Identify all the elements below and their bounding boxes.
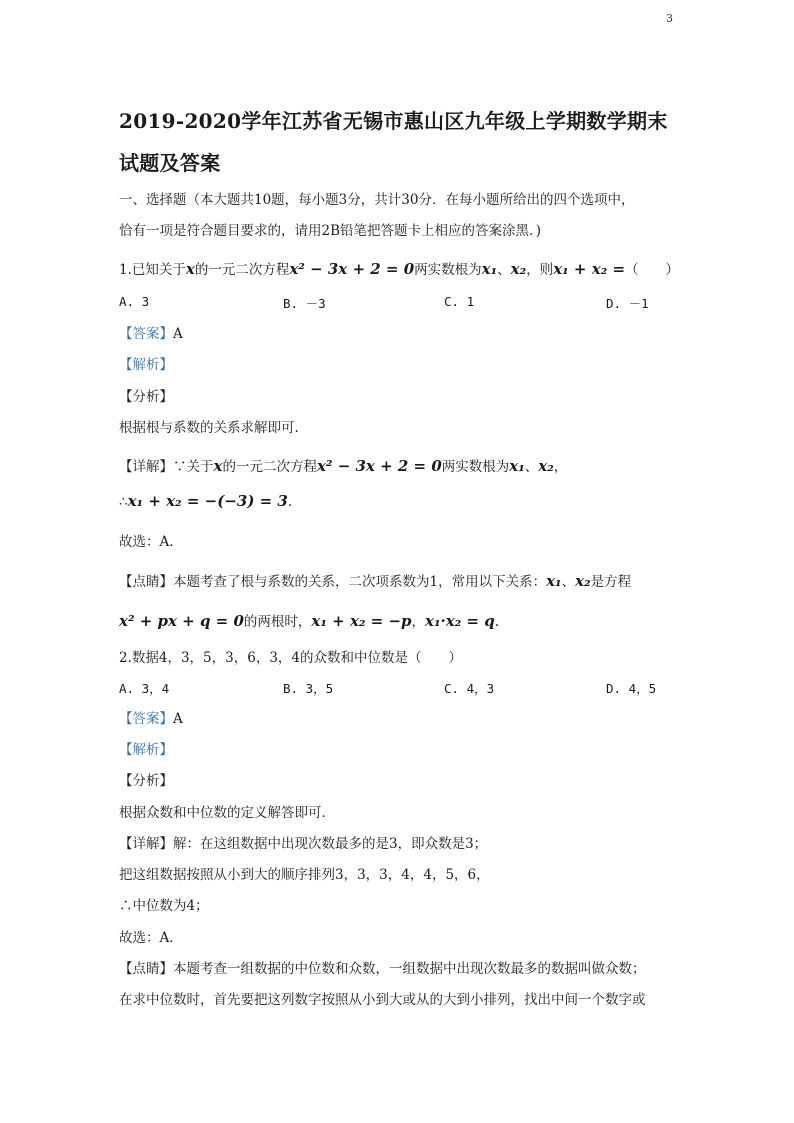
q2-detail-line3: ∴中位数为4； — [119, 898, 209, 914]
document-title: 2019-2020学年江苏省无锡市惠山区九年级上学期数学期末试题及答案 — [119, 109, 668, 175]
q2-answer — [119, 707, 183, 727]
q1-stem-c: 两实数根为 — [414, 262, 482, 278]
q2-fenxi-tag: 【分析】 — [119, 773, 173, 789]
q2-detail-tag: 【详解】 — [119, 836, 173, 852]
q2-option-b: B. 3，5 — [283, 681, 334, 696]
q2-detail-text: 解：在这组数据中出现次数最多的是3，即众数是3； — [173, 836, 488, 852]
q1-dianjing-formula-product: x₁·x₂ = q — [425, 612, 495, 630]
q1-x2: x₂ — [510, 260, 527, 278]
q2-option-a: A. 3，4 — [119, 681, 170, 696]
q1-answer-value: A — [173, 326, 183, 342]
q1-stem-a: 1.已知关于 — [119, 262, 186, 278]
q1-detail-c: 两实数根为 — [441, 459, 510, 475]
q1-dianjing-b: 是方程 — [590, 574, 632, 590]
q1-dianjing-end: . — [494, 614, 500, 630]
q1-dianjing-line1 — [119, 570, 631, 590]
q1-calc-end: . — [287, 494, 293, 510]
q1-stem-d: ，则 — [526, 262, 554, 278]
q1-dianjing-comma: ， — [411, 614, 426, 630]
q1-sum: x₁ + x₂ = — [553, 260, 626, 278]
q2-dianjing-tag: 【点睛】 — [119, 961, 173, 977]
q1-option-a: A. 3 — [119, 294, 150, 309]
q1-answer-tag: 【答案】 — [119, 326, 173, 342]
q1-detail-x: x — [213, 457, 223, 475]
q1-option-b: B. －3 — [283, 296, 326, 311]
q1-fenxi-tag: 【分析】 — [119, 389, 173, 405]
q2-dianjing — [119, 957, 646, 977]
q1-calculation — [119, 492, 292, 510]
q2-answer-value: A — [173, 711, 183, 727]
q1-dianjing-line2 — [119, 610, 499, 630]
q2-fenxi-text: 根据众数和中位数的定义解答即可． — [119, 805, 335, 821]
q1-detail-a: ∵关于 — [173, 459, 214, 475]
q1-dianjing-x2: x₂ — [575, 572, 591, 590]
section-heading-line1: 一、选择题（本大题共10题，每小题3分，共计30分．在每小题所给出的四个选项中， — [119, 192, 635, 208]
q2-stem: 2.数据4，3，5，3，6，3，4的众数和中位数是（ ） — [119, 650, 463, 666]
q1-dianjing-equation: x² + px + q = 0 — [119, 612, 244, 630]
q1-calc-formula: x₁ + x₂ = −(−3) = 3 — [127, 492, 288, 510]
therefore-symbol: ∴ — [119, 494, 128, 510]
q1-detail — [119, 455, 567, 475]
q1-analysis-tag: 【解析】 — [119, 357, 173, 373]
q1-dianjing-a: 本题考查了根与系数的关系，二次项系数为1，常用以下关系： — [173, 574, 547, 590]
q1-dianjing-x1: x₁ — [546, 572, 562, 590]
q1-x1: x₁ — [481, 260, 498, 278]
q2-analysis-tag: 【解析】 — [119, 742, 173, 758]
page-number: 3 — [666, 12, 673, 25]
q2-answer-tag: 【答案】 — [119, 711, 173, 727]
q1-choose: 故选：A. — [119, 534, 174, 550]
q1-stem — [119, 258, 679, 278]
q2-option-c: C. 4，3 — [444, 681, 495, 696]
q1-detail-sep: 、 — [524, 459, 539, 475]
q1-fenxi-text: 根据根与系数的关系求解即可. — [119, 420, 299, 436]
q2-dianjing-line2: 在求中位数时，首先要把这列数字按照从小到大或从的大到小排列，找出中间一个数字或 — [119, 992, 646, 1008]
q2-choose: 故选：A． — [119, 930, 183, 946]
q1-option-c: C. 1 — [444, 294, 475, 309]
q1-var-x: x — [185, 260, 195, 278]
q2-detail-line2: 把这组数据按照从小到大的顺序排列3，3，3，4，4，5，6， — [119, 867, 490, 883]
section-heading-line2: 恰有一项是符合题目要求的，请用2B铅笔把答题卡上相应的答案涂黑．) — [119, 223, 542, 239]
q1-stem-b: 的一元二次方程 — [194, 262, 290, 278]
q1-detail-x2: x₂ — [538, 457, 554, 475]
q1-option-d: D. －1 — [606, 296, 649, 311]
q1-detail-b: 的一元二次方程 — [222, 459, 317, 475]
q2-detail — [119, 832, 487, 852]
q1-dianjing-c: 的两根时， — [243, 614, 312, 630]
q2-dianjing-text: 本题考查一组数据的中位数和众数，一组数据中出现次数最多的数据叫做众数； — [173, 961, 646, 977]
q1-answer — [119, 322, 183, 342]
q1-equation: x² − 3x + 2 = 0 — [289, 260, 415, 278]
q1-dianjing-sep: 、 — [561, 574, 576, 590]
q1-sep: 、 — [497, 262, 511, 278]
q2-option-d: D. 4，5 — [606, 681, 657, 696]
q1-detail-x1: x₁ — [509, 457, 525, 475]
q1-detail-equation: x² − 3x + 2 = 0 — [316, 457, 442, 475]
q1-detail-end: ， — [553, 459, 568, 475]
q1-dianjing-tag: 【点睛】 — [119, 574, 173, 590]
q1-dianjing-formula-sum: x₁ + x₂ = −p — [311, 612, 412, 630]
q1-detail-tag: 【详解】 — [119, 459, 173, 475]
q1-stem-e: （ ） — [625, 262, 680, 278]
